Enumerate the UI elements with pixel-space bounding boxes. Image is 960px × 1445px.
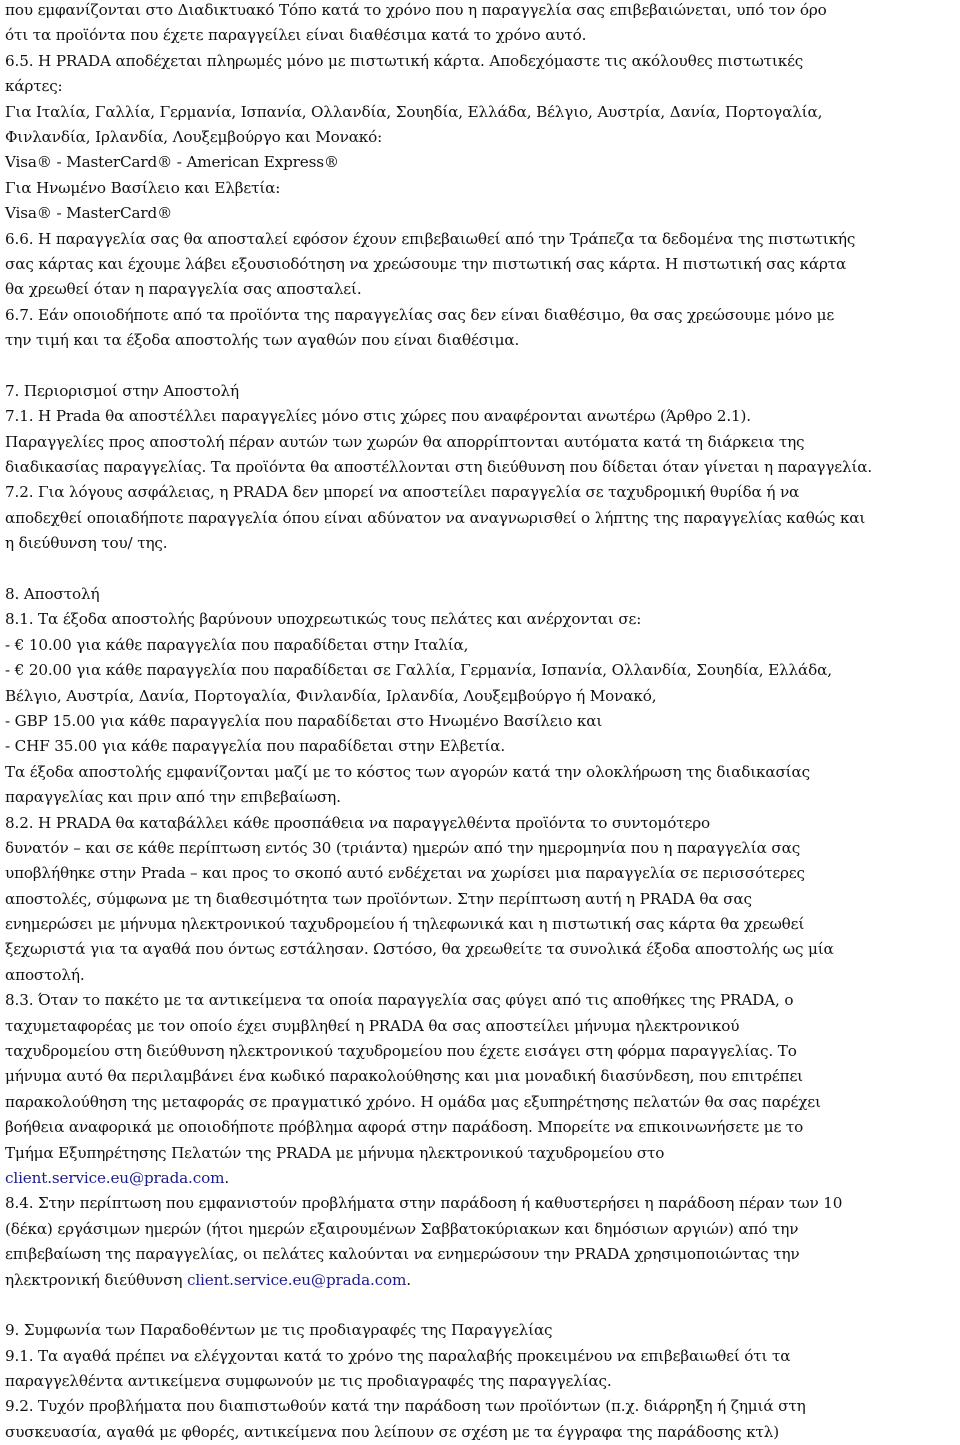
email-line-1 (5, 1166, 955, 1191)
text-line: Τμήμα Εξυπηρέτησης Πελατών της PRADA με μήνυμα ηλεκτρονικού ταχυδρομείου στο (5, 1143, 665, 1162)
text-line: παραγγελίας και πριν από την επιβεβαίωση. (5, 788, 341, 807)
text-line: 9. Συμφωνία των Παραδοθέντων με τις προδιαγραφές της Παραγγελίας (5, 1321, 553, 1340)
text-line: ότι τα προϊόντα που έχετε παραγγείλει είναι διαθέσιμα κατά το χρόνο αυτό. (5, 26, 587, 45)
text-line: που εμφανίζονται στο Διαδικτυακό Τόπο κατά το χρόνο που η παραγγελία σας επιβεβαιώνεται, υπό τον όρο (5, 1, 827, 19)
text-line: Για Ηνωμένο Βασίλειο και Ελβετία: (5, 178, 281, 197)
text-line: αποδεχθεί οποιαδήποτε παραγγελία όπου είναι αδύνατον να αναγνωρισθεί ο λήπτης της παραγγελίας καθώς και (5, 508, 866, 527)
document-page (5, 0, 955, 1445)
terms-text-block-a (5, 0, 955, 1166)
text-line: την τιμή και τα έξοδα αποστολής των αγαθών που είναι διαθέσιμα. (5, 331, 520, 350)
text-line: Παραγγελίες προς αποστολή πέραν αυτών των χωρών θα απορρίπτονται αυτόματα κατά τη διάρκεια της (5, 432, 805, 451)
text-line: δυνατόν – και σε κάθε περίπτωση εντός 30 (τριάντα) ημερών από την ημερομηνία που η παραγγελία σας (5, 838, 801, 857)
text-line: ταχυδρομείου στη διεύθυνση ηλεκτρονικού ταχυδρομείου που έχετε εισάγει στη φόρμα παραγγελίας. Το (5, 1042, 797, 1061)
text-line: 8.1. Τα έξοδα αποστολής βαρύνουν υποχρεωτικώς τους πελάτες και ανέρχονται σε: (5, 610, 642, 629)
text-line: - € 20.00 για κάθε παραγγελία που παραδίδεται σε Γαλλία, Γερμανία, Ισπανία, Ολλανδία, Σουηδία, Ελλάδα, (5, 661, 832, 680)
paragraph-spacer (5, 1293, 955, 1318)
text-line: συσκευασία, αγαθά με φθορές, αντικείμενα που λείπουν σε σχέση με τα έγγραφα της παράδοσης κτλ) (5, 1422, 780, 1441)
text-line: 8.4. Στην περίπτωση που εμφανιστούν προβλήματα στην παράδοση ή καθυστερήσει η παράδοση πέραν των 10 (5, 1194, 843, 1213)
text-line: ξεχωριστά για τα αγαθά που όντως εστάλησαν. Ωστόσο, θα χρεωθείτε τα συνολικά έξοδα αποστολής ως μία (5, 940, 834, 959)
text-line: αποστολή. (5, 965, 85, 984)
text-line: 7.1. Η Prada θα αποστέλλει παραγγελίες μόνο στις χώρες που αναφέρονται ανωτέρω (Άρθρο 2.1). (5, 407, 751, 426)
text-line: - € 10.00 για κάθε παραγγελία που παραδίδεται στην Ιταλία, (5, 635, 469, 654)
text-line: 6.5. Η PRADA αποδέχεται πληρωμές μόνο με πιστωτική κάρτα. Αποδεχόμαστε τις ακόλουθες πιστωτικές (5, 51, 804, 70)
text-line: παρακολούθηση της μεταφοράς σε πραγματικό χρόνο. Η ομάδα μας εξυπηρέτησης πελατών θα σας παρέχει (5, 1092, 821, 1111)
text-line: 9.1. Τα αγαθά πρέπει να ελέγχονται κατά το χρόνο της παραλαβής προκειμένου να επιβεβαιωθεί ότι τα (5, 1346, 791, 1365)
text-line: θα χρεωθεί όταν η παραγγελία σας αποσταλεί. (5, 280, 362, 299)
email-line-2 (5, 1268, 955, 1293)
email-line-2-prefix: ηλεκτρονική διεύθυνση (5, 1270, 187, 1289)
terms-text-block-b (5, 1191, 955, 1267)
text-line: Visa® - MasterCard® (5, 204, 173, 223)
customer-service-email-link[interactable]: client.service.eu@prada.com (5, 1168, 225, 1187)
email-line-2-suffix: . (406, 1270, 411, 1289)
text-line: διαδικασίας παραγγελίας. Τα προϊόντα θα αποστέλλονται στη διεύθυνση που δίδεται όταν γίνεται η παραγγελία. (5, 458, 873, 477)
text-line: 6.6. Η παραγγελία σας θα αποσταλεί εφόσον έχουν επιβεβαιωθεί από την Τράπεζα τα δεδομένα της πιστωτικής (5, 229, 856, 248)
text-line: 7. Περιορισμοί στην Αποστολή (5, 381, 239, 400)
text-line: Visa® - MasterCard® - American Express® (5, 153, 339, 172)
text-line: μήνυμα αυτό θα περιλαμβάνει ένα κωδικό παρακολούθησης και μια μοναδική διασύνδεση, που επιτρέπει (5, 1067, 803, 1086)
text-line: Φινλανδία, Ιρλανδία, Λουξεμβούργο και Μονακό: (5, 127, 383, 146)
text-line: ταχυμεταφορέας με τον οποίο έχει συμβληθεί η PRADA θα σας αποστείλει μήνυμα ηλεκτρονικού (5, 1016, 740, 1035)
text-line: η διεύθυνση του/ της. (5, 534, 168, 553)
text-line: Για Ιταλία, Γαλλία, Γερμανία, Ισπανία, Ολλανδία, Σουηδία, Ελλάδα, Βέλγιο, Αυστρία, Δανία, Πορτογαλία, (5, 102, 823, 121)
text-line: επιβεβαίωση της παραγγελίας, οι πελάτες καλούνται να ενημερώσουν την PRADA χρησιμοποιώντας την (5, 1245, 800, 1264)
text-line: αποστολές, σύμφωνα με τη διαθεσιμότητα των προϊόντων. Στην περίπτωση αυτή η PRADA θα σας (5, 889, 752, 908)
text-line: σας κάρτας και έχουμε λάβει εξουσιοδότηση να χρεώσουμε την πιστωτική σας κάρτα. Η πιστωτική σας κάρτα (5, 254, 847, 273)
customer-service-email-link-2[interactable]: client.service.eu@prada.com (186, 1270, 407, 1289)
text-line: κάρτες: (5, 77, 63, 96)
text-line: - GBP 15.00 για κάθε παραγγελία που παραδίδεται στο Ηνωμένο Βασίλειο και (5, 711, 603, 730)
paragraph-spacer (5, 557, 955, 582)
text-line: 6.7. Εάν οποιοδήποτε από τα προϊόντα της παραγγελίας σας δεν είναι διαθέσιμο, θα σας χρεώσουμε μόνο με (5, 305, 835, 324)
text-line: - CHF 35.00 για κάθε παραγγελία που παραδίδεται στην Ελβετία. (5, 737, 506, 756)
text-line: 8.2. Η PRADA θα καταβάλλει κάθε προσπάθεια να παραγγελθέντα προϊόντα το συντομότερο (5, 813, 710, 832)
text-line: 8. Αποστολή (5, 584, 100, 603)
text-line: 8.3. Όταν το πακέτο με τα αντικείμενα τα οποία παραγγελία σας φύγει από τις αποθήκες της PRADA, ο (5, 991, 794, 1010)
paragraph-spacer (5, 353, 955, 378)
text-line: Τα έξοδα αποστολής εμφανίζονται μαζί με το κόστος των αγορών κατά την ολοκλήρωση της διαδικασίας (5, 762, 810, 781)
text-line: παραγγελθέντα αντικείμενα συμφωνούν με τις προδιαγραφές της παραγγελίας. (5, 1372, 612, 1391)
text-line: υποβλήθηκε στην Prada – και προς το σκοπό αυτό ενδέχεται να χωρίσει μια παραγγελία σε περισσότερες (5, 864, 805, 883)
email-line-1-suffix: . (224, 1168, 230, 1187)
text-line: βοήθεια αναφορικά με οποιοδήποτε πρόβλημα αφορά στην παράδοση. Μπορείτε να επικοινωνήσετε με το (5, 1118, 804, 1137)
terms-text-block-c (5, 1293, 955, 1445)
text-line: (δέκα) εργάσιμων ημερών (ήτοι ημερών εξαιρουμένων Σαββατοκύριακων και δημόσιων αργιών) από την (5, 1219, 799, 1238)
text-line: Βέλγιο, Αυστρία, Δανία, Πορτογαλία, Φινλανδία, Ιρλανδία, Λουξεμβούργο ή Μονακό, (5, 686, 657, 705)
text-line: ενημερώσει με μήνυμα ηλεκτρονικού ταχυδρομείου ή τηλεφωνικά και η πιστωτική σας κάρτα θα χρεωθεί (5, 915, 805, 934)
text-line: 9.2. Τυχόν προβλήματα που διαπιστωθούν κατά την παράδοση των προϊόντων (π.χ. διάρρηξη ή ζημιά στη (5, 1397, 806, 1416)
text-line: 7.2. Για λόγους ασφάλειας, η PRADA δεν μπορεί να αποστείλει παραγγελία σε ταχυδρομική θυρίδα ή να (5, 483, 800, 502)
